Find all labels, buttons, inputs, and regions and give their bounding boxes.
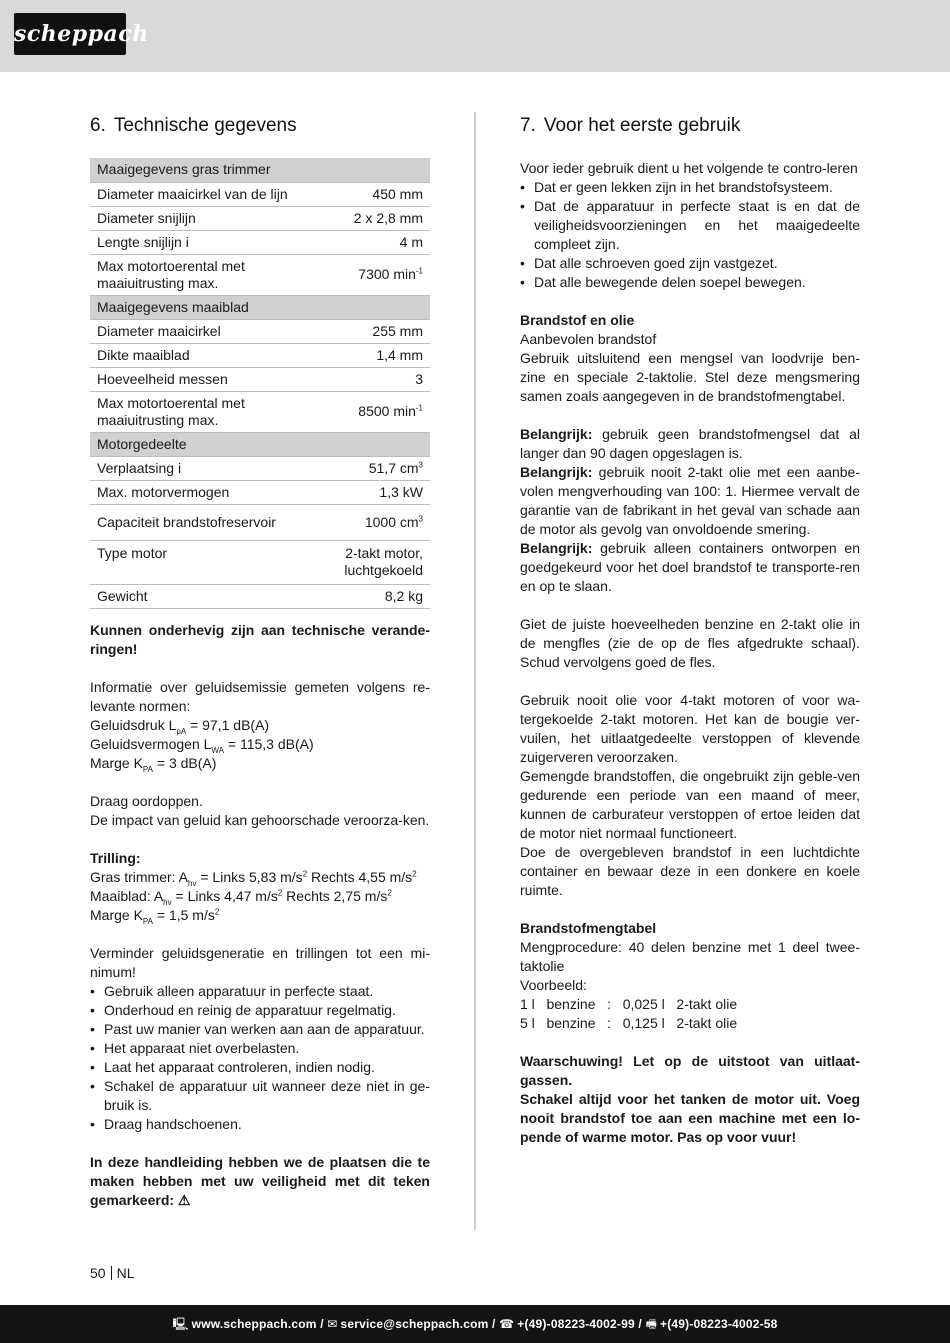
- footer-fax: +(49)-08223-4002-58: [659, 1317, 778, 1331]
- spec-row: Max. motorvermogen 1,3 kW: [90, 480, 430, 504]
- refuel-warning: Schakel altijd voor het tanken de motor uit. Voeg nooit brandstof toe aan een machine met een lo-pende of warme motor. Pas op voor vuur!: [520, 1091, 860, 1145]
- list-item: • Dat de apparatuur in perfecte staat is en dat de veiligheidsvoorzieningen en het maaigedeelte compleet zijn.: [520, 197, 860, 254]
- important-3: Belangrijk: gebruik alleen containers ontworpen en goedgekeurd voor het doel brandstof te transporte-ren en op te slaan.: [520, 540, 860, 594]
- spec-table: [90, 158, 430, 609]
- fuel-heading: Brandstof en olie: [520, 312, 635, 328]
- spec-row: Hoeveelheid messen 3: [90, 367, 430, 391]
- spec-row: Capaciteit brandstofreservoir 1000 $cm^3$: [90, 504, 430, 540]
- mix-row-2: 5 l benzine : 0,125 l 2-takt olie: [520, 1015, 738, 1031]
- vibration-trimmer: Gras trimmer: $A_{hv}$ = Links 5,83 $m/s^2$ Rechts 4,55 $m/s^2$: [90, 868, 417, 888]
- section-7-title: 7. Voor het eerste gebruik: [520, 115, 741, 136]
- leftover-fuel-note: Doe de overgebleven brandstof in een luchtdichte container en bewaar deze in een donkere en koele ruimte.: [520, 844, 860, 898]
- footer: 🖳 www.scheppach.com / ✉ service@scheppach.com / ☎ +(49)-08223-4002-99 / 🖷 +(49)-08223-4002-58: [0, 1305, 950, 1343]
- list-item: • Past uw manier van werken aan aan de apparatuur.: [90, 1020, 430, 1039]
- mix-row-1: 1 l benzine : 0,025 l 2-takt olie: [520, 996, 738, 1012]
- mix-procedure: Mengprocedure: 40 delen benzine met 1 deel twee-taktolie: [520, 939, 860, 974]
- mix-example-label: Voorbeeld:: [520, 977, 587, 993]
- fuel-text: Gebruik uitsluitend een mengsel van loodvrije ben-zine en speciale 2-taktolie. Stel deze mengsmering samen zoals aangegeven in de brandstofmengtabel.: [520, 350, 860, 404]
- noise-impact: De impact van geluid kan gehoorschade veroorza-ken.: [90, 811, 430, 828]
- noise-intro: Informatie over geluidsemissie gemeten volgens re-levante normen:: [90, 678, 430, 714]
- spec-section-blade: Maaigegevens maaiblad: [90, 295, 430, 319]
- ear-protection: Draag oordoppen.: [90, 792, 203, 809]
- phone-icon: ☎: [499, 1317, 515, 1331]
- spec-row: Verplaatsing i 51,7 $cm^3$: [90, 456, 430, 480]
- vibration-margin: Marge $K_{PA} = 1,5$ $m/s^2$: [90, 906, 220, 926]
- reduce-intro: Verminder geluidsgeneratie en trillingen tot een mi-nimum!: [90, 944, 430, 980]
- footer-website[interactable]: www.scheppach.com: [191, 1317, 317, 1331]
- scheppach-logo: scheppach: [14, 13, 126, 55]
- list-item: • Onderhoud en reinig de apparatuur regelmatig.: [90, 1001, 430, 1020]
- footer-phone: +(49)-08223-4002-99: [517, 1317, 635, 1331]
- mail-icon: ✉: [327, 1317, 338, 1331]
- section-6-title: 6. Technische gegevens: [90, 115, 297, 136]
- list-item: • Het apparaat niet overbelasten.: [90, 1039, 430, 1058]
- check-list: [520, 178, 860, 292]
- spec-row: Gewicht 8,2 kg: [90, 584, 430, 608]
- important-2: Belangrijk: gebruik nooit 2-takt olie met een aanbe-volen mengverhouding van 100: 1. Hiermee vervalt de garantie van de fabrikant in het geval van schade aan de motor als gevolg van onvoldoende smering.: [520, 464, 860, 537]
- spec-row: Diameter maaicirkel van de lijn 450 mm: [90, 182, 430, 206]
- computer-icon: 🖳: [172, 1317, 189, 1331]
- list-item: • Schakel de apparatuur uit wanneer deze niet in ge-bruik is.: [90, 1077, 430, 1115]
- spec-row: Type motor 2-takt motor, luchtgekoeld: [90, 540, 430, 584]
- spec-row: Max motortoerental met maaiuitrusting max. 8500 $\min^{-1}$: [90, 391, 430, 432]
- check-intro: Voor ieder gebruik dient u het volgende te contro-leren: [520, 160, 858, 176]
- list-item: • Dat alle schroeven goed zijn vastgezet.: [520, 254, 860, 273]
- right-column: [520, 112, 860, 1147]
- mix-table-heading: Brandstofmengtabel: [520, 920, 657, 936]
- vibration-heading: Trilling:: [90, 849, 141, 866]
- noise-power: Geluidsvermogen $L_{WA} = 115,3$ dB(A): [90, 735, 314, 755]
- fuel-subheading: Aanbevolen brandstof: [520, 331, 657, 347]
- list-item: • Gebruik alleen apparatuur in perfecte staat.: [90, 982, 430, 1001]
- vibration-blade: Maaiblad: $A_{hv}$ = Links 4,47 $m/s^2$ Rechts 2,75 $m/s^2$: [90, 887, 392, 907]
- exhaust-warning: Waarschuwing! Let op de uitstoot van uitlaat-gassen.: [520, 1053, 860, 1088]
- list-item: • Dat alle bewegende delen soepel bewegen.: [520, 273, 860, 292]
- important-1: Belangrijk: gebruik geen brandstofmengsel dat al langer dan 90 dagen opgeslagen is.: [520, 426, 860, 461]
- left-column: [90, 112, 430, 1210]
- spec-row: Diameter snijlijn 2 x 2,8 mm: [90, 206, 430, 230]
- spec-row: Diameter maaicirkel 255 mm: [90, 319, 430, 343]
- list-item: • Laat het apparaat controleren, indien nodig.: [90, 1058, 430, 1077]
- header-band: [0, 0, 950, 72]
- mixed-fuel-note: Gemengde brandstoffen, die ongebruikt zijn geble-ven gedurende een periode van een maand of meer, kunnen de carburateur verstoppen of ertoe leiden dat de motor niet normaal functioneert.: [520, 768, 860, 841]
- list-item: • Dat er geen lekken zijn in het brandstofsysteem.: [520, 178, 860, 197]
- column-divider: [474, 112, 476, 1230]
- safety-note: In deze handleiding hebben we de plaatsen die te maken hebben met uw veiligheid met dit teken gemarkeerd: ⚠: [90, 1153, 430, 1208]
- spec-row: Dikte maaiblad 1,4 mm: [90, 343, 430, 367]
- noise-margin: Marge $K_{PA} = 3$ dB(A): [90, 754, 217, 774]
- list-item: • Draag handschoenen.: [90, 1115, 430, 1134]
- noise-pressure: Geluidsdruk $L_{pA} = 97,1$ dB(A): [90, 716, 270, 736]
- tech-change-notice: Kunnen onderhevig zijn aan technische verande-ringen!: [90, 621, 430, 657]
- fax-icon: 🖷: [645, 1317, 657, 1331]
- oil-warning: Gebruik nooit olie voor 4-takt motoren of voor wa-tergekoelde 2-takt motoren. Het kan de bougie ver-vuilen, het uitlaatgedeelte verstoppen of klevende zuigerveren veroorzaken.: [520, 692, 860, 765]
- spec-section-motor: Motorgedeelte: [90, 432, 430, 456]
- spec-row: Lengte snijlijn i 4 m: [90, 230, 430, 254]
- footer-email[interactable]: service@scheppach.com: [340, 1317, 489, 1331]
- page-number: 50 NL: [90, 1265, 135, 1281]
- reduce-list: [90, 982, 430, 1134]
- spec-row: Max motortoerental met maaiuitrusting max. 7300 $\min^{-1}$: [90, 254, 430, 295]
- spec-section-trimmer: Maaigegevens gras trimmer: [90, 158, 430, 182]
- pour-instructions: Giet de juiste hoeveelheden benzine en 2-takt olie in de mengfles (zie de op de fles afgedrukte schaal). Schud vervolgens goed de fles.: [520, 616, 860, 670]
